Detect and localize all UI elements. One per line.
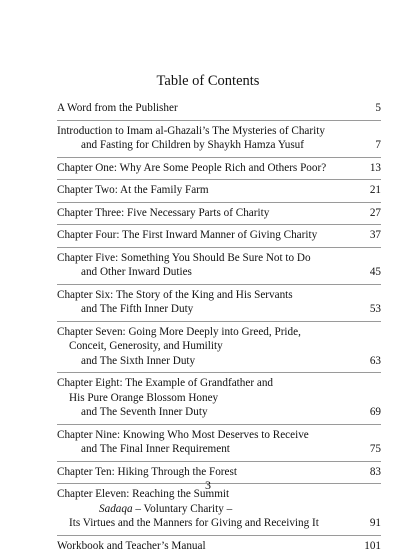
divider: [57, 535, 381, 536]
toc-entry-italic-text: Sadaqa: [99, 503, 133, 515]
toc-entry-page-number: 75: [370, 442, 381, 457]
toc-entry-page-number: 5: [375, 101, 381, 116]
toc-entry-page-number: 21: [370, 183, 381, 198]
toc-entry-line: [57, 502, 381, 517]
toc-entry[interactable]: [57, 487, 381, 531]
toc-entry-line: and The Seventh Inner Duty: [57, 405, 381, 420]
toc-entry-text: – Voluntary Charity –: [133, 503, 233, 515]
toc-entry-line: and Fasting for Children by Shaykh Hamza Yusuf: [57, 138, 381, 153]
toc-entry[interactable]: [57, 428, 381, 457]
toc-entry[interactable]: [57, 251, 381, 280]
toc-entry[interactable]: [57, 101, 381, 116]
toc-entry-line: Chapter Eleven: Reaching the Summit: [57, 487, 381, 502]
toc-entry-line: and The Sixth Inner Duty: [57, 354, 381, 369]
toc-entry-line: Chapter Seven: Going More Deeply into Greed, Pride,: [57, 325, 381, 340]
toc-entry-page-number: 45: [370, 265, 381, 280]
divider: [57, 321, 381, 322]
toc-entry-line: Chapter Three: Five Necessary Parts of Charity: [57, 206, 381, 221]
toc-entry[interactable]: [57, 228, 381, 243]
toc-entry-page-number: 83: [370, 465, 381, 480]
divider: [57, 461, 381, 462]
toc-entry-page-number: 37: [370, 228, 381, 243]
toc-entry[interactable]: [57, 161, 381, 176]
toc-entry[interactable]: [57, 288, 381, 317]
divider: [57, 424, 381, 425]
toc-entry[interactable]: [57, 465, 381, 480]
toc-entry-line: Chapter Four: The First Inward Manner of Giving Charity: [57, 228, 381, 243]
toc-entry-page-number: 63: [370, 354, 381, 369]
toc-entry-line: Chapter One: Why Are Some People Rich and Others Poor?: [57, 161, 381, 176]
toc-entry-line: Chapter Two: At the Family Farm: [57, 183, 381, 198]
toc-entry-page-number: 101: [364, 539, 381, 553]
toc-entry[interactable]: [57, 539, 381, 553]
toc-entry-line: Chapter Ten: Hiking Through the Forest: [57, 465, 381, 480]
divider: [57, 120, 381, 121]
toc-entry-page-number: 27: [370, 206, 381, 221]
toc-entry-line: Its Virtues and the Manners for Giving and Receiving It: [57, 516, 381, 531]
page-title: Table of Contents: [0, 73, 416, 90]
divider: [57, 179, 381, 180]
toc-entry-line: Chapter Nine: Knowing Who Most Deserves to Receive: [57, 428, 381, 443]
toc-entry[interactable]: [57, 325, 381, 369]
divider: [57, 284, 381, 285]
toc-entry-line: Chapter Five: Something You Should Be Sure Not to Do: [57, 251, 381, 266]
toc-entry-page-number: 69: [370, 405, 381, 420]
toc-entry-line: and The Fifth Inner Duty: [57, 302, 381, 317]
toc-entry-page-number: 53: [370, 302, 381, 317]
toc-entry[interactable]: [57, 124, 381, 153]
toc-entry-line: Workbook and Teacher’s Manual: [57, 539, 381, 553]
page-number: 3: [0, 478, 416, 492]
divider: [57, 202, 381, 203]
divider: [57, 247, 381, 248]
toc-entry-line: A Word from the Publisher: [57, 101, 381, 116]
toc-entry-page-number: 7: [375, 138, 381, 153]
toc-entry-page-number: 13: [370, 161, 381, 176]
toc-entry[interactable]: [57, 376, 381, 420]
toc-entry-page-number: 91: [370, 516, 381, 531]
toc-entry-line: Conceit, Generosity, and Humility: [57, 339, 381, 354]
toc-entry-line: His Pure Orange Blossom Honey: [57, 391, 381, 406]
divider: [57, 157, 381, 158]
toc-entry[interactable]: [57, 206, 381, 221]
toc-entry-line: Introduction to Imam al-Ghazali’s The Mysteries of Charity: [57, 124, 381, 139]
divider: [57, 224, 381, 225]
toc-entry-line: and Other Inward Duties: [57, 265, 381, 280]
toc-entry-line: and The Final Inner Requirement: [57, 442, 381, 457]
toc-entry-line: Chapter Six: The Story of the King and His Servants: [57, 288, 381, 303]
toc-entry-line: Chapter Eight: The Example of Grandfather and: [57, 376, 381, 391]
divider: [57, 372, 381, 373]
toc-entry[interactable]: [57, 183, 381, 198]
